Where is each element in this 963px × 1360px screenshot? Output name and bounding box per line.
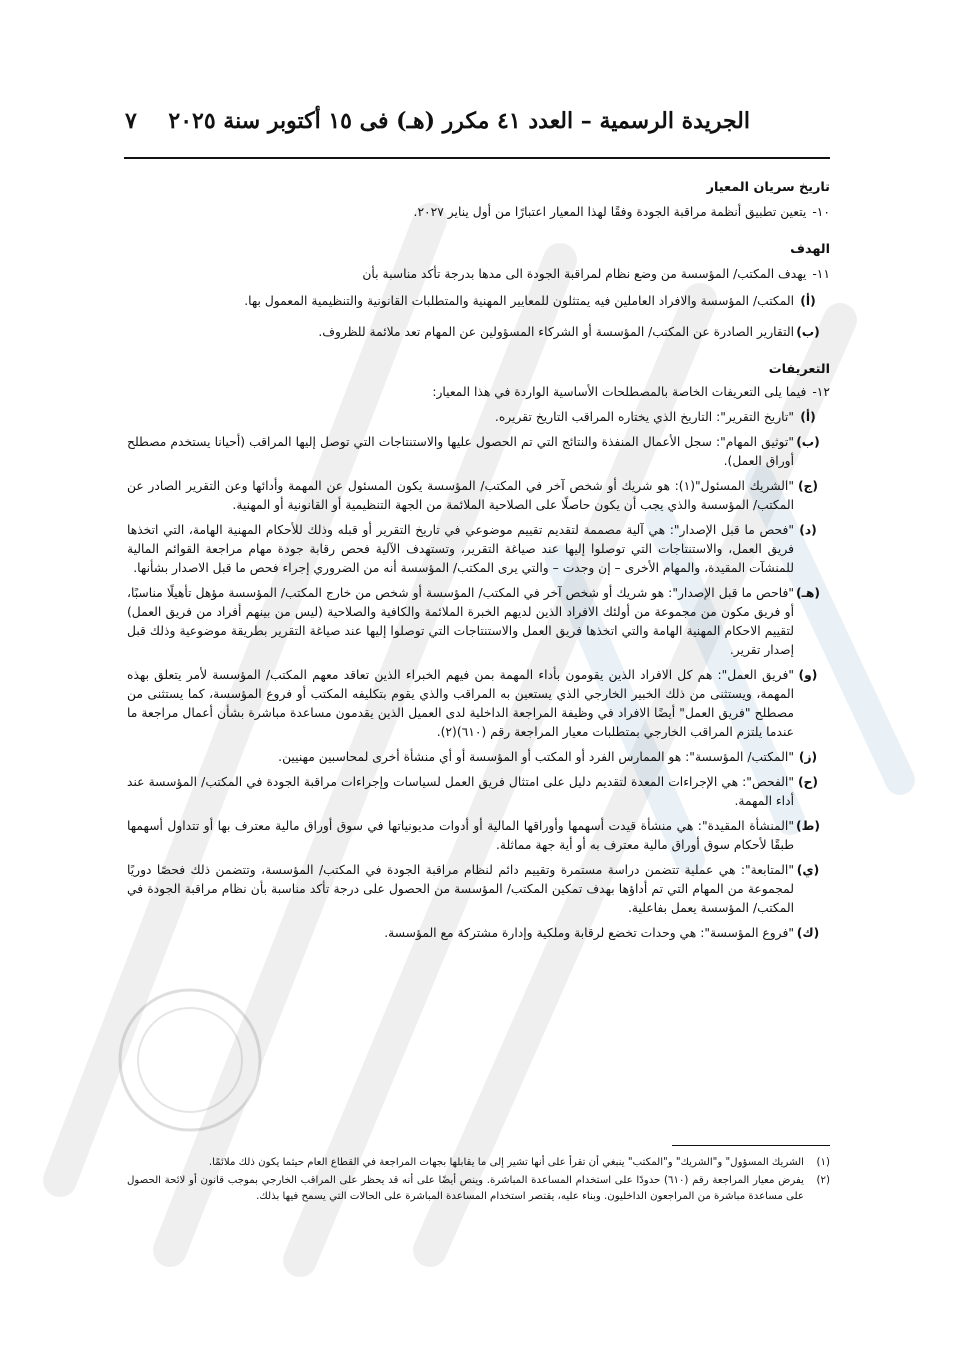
seal-watermark-icon [120,990,260,1130]
paragraph-number: ١٠- [812,205,830,219]
footnote-text: يفرض معيار المراجعة رقم (٦١٠) حدودًا على استخدام المساعدة المباشرة. وينص أيضًا على أنه قد يحظر على المراقب الخارجي بموجب قانون أو لائحة الحصول على مساعدة مباشرة من المراجعون الداخليون. وبناء عليه، يقتصر استخدام المساعدة المباشرة على الحالات التي يسمح فيها بذلك. [127,1175,805,1202]
definition-item [127,521,830,578]
document-body [127,178,830,943]
page-header [125,108,825,152]
item-label: (ح) [797,775,819,789]
footnote-text: الشريك المسؤول" و"الشريك" و"المكتب" ينبغي أن تقرأ على أنها تشير إلى ما يقابلها بجهات المراجعة في القطاع العام حيثما يكون ذلك ملائمًا. [208,1157,804,1168]
item-text: "فريق العمل": هم كل الافراد الذين يقومون بأداء المهمة بمن فيهم الخبراء الذين تعاقد معهم المكتب/ المؤسسة لأمر يتعلق بهذه المهمة، ويستثنى من ذلك الخبير الخارجي الذي يستعين به المراقب والذي يقوم بتكليفه المكتب أو فروع المؤسسة، كما يستثنى من مصطلح "فريق العمل" أيضًا الافراد في وظيفة المراجعة الداخلية لدى العميل الذين يقدمون مساعدة مباشرة بشأن أعمال مراجعة ما عندما يلتزم المراقب الخارجي بمتطلبات معيار المراجعة رقم (٦١٠)(٢). [127,668,794,739]
item-text: "المكتب/ المؤسسة": هو الممارس الفرد أو المكتب أو المؤسسة أو أي منشأة أخرى لمحاسبين مهنيين. [278,750,794,764]
item-label: (ك) [796,926,820,940]
item-label: (ي) [796,863,820,877]
definition-item [127,773,830,811]
objective-paragraph [127,265,830,284]
definition-item [127,477,830,515]
definitions-paragraph [127,383,830,402]
item-text: "المنشأة المقيدة": هي منشأة قيدت أسهمها وأوراقها المالية أو أدوات مديونياتها في سوق أوراق مالية معترف بها أو تتداول أسهمها طبقًا لأحكام سوق أوراق مالية معترف به أو أية جهة مماثلة. [127,819,794,852]
paragraph-number: ١١- [812,267,830,281]
item-text: "الفحص": هي الإجراءات المعدة لتقديم دليل على امتثال فريق العمل لسياسات وإجراءات مراقبة الجودة في المكتب/ المؤسسة عند أداء المهمة. [127,775,794,808]
item-label: (ب) [796,435,820,449]
footnote-label: (٢) [816,1175,830,1186]
item-text: التقارير الصادرة عن المكتب/ المؤسسة أو الشركاء المسؤولين عن المهام تعد ملائمة للظروف. [318,325,794,339]
item-label: (ز) [798,750,818,764]
paragraph-text: يهدف المكتب/ المؤسسة من وضع نظام لمراقبة الجودة الى مدها بدرجة تأكد مناسبة بأن [362,267,807,281]
item-label: (هـ) [796,586,820,600]
objective-heading: الهدف [790,242,830,257]
definition-item [127,861,830,918]
item-text: "فحص ما قبل الإصدار": هي آلية مصممة لتقديم تقييم موضوعي في تاريخ التقرير أو قبله وذلك للأحكام المهنية الهامة، التي اتخذها فريق العمل، والاستنتاجات التي توصلوا إليها عند صياغة التقرير، وتستهدف الآلية فحص رقابة جودة مهام مراجعة القوائم المالية للمنشآت المقيدة، والمهام الأخرى – إن وجدت – والتي يرى المكتب/ المؤسسة أنه من الضروري إجراء فحص ما قبل الاصدار بشأنها. [127,523,794,575]
footnote-divider [672,1145,830,1146]
objective-item [127,323,830,342]
paragraph-text: فيما يلى التعريفات الخاصة بالمصطلحات الأساسية الواردة في هذا المعيار: [432,385,807,399]
item-label: (أ) [800,294,816,308]
definition-item [127,924,830,943]
gazette-title: الجريدة الرسمية – العدد ٤١ مكرر (هـ) فى ١٥ أكتوبر سنة ٢٠٢٥ [168,108,750,134]
paragraph-number: ١٢- [812,385,830,399]
definition-item [127,433,830,471]
footnotes [127,1155,830,1207]
item-label: (ج) [797,479,819,493]
item-text: "الشريك المسئول"(١): هو شريك أو شخص آخر في المكتب/ المؤسسة يكون المسئول عن المهمة وأدائها وعن التقرير الصادر عن المكتب/ المؤسسة والذي يجب أن يكون حاصلًا على الصلاحية الملائمة من الجهة التنظيمية أو القانونية أو المهنية. [127,479,794,512]
item-text: "توثيق المهام": سجل الأعمال المنفذة والنتائج التي تم الحصول عليها والاستنتاجات التي توصل إليها المراقب (أحيانا يستخدم مصطلح أوراق العمل). [127,435,794,468]
definition-item [127,584,830,660]
item-text: "فروع المؤسسة": هي وحدات تخضع لرقابة وملكية وإدارة مشتركة مع المؤسسة. [384,926,794,940]
item-text: "المتابعة": هي عملية تتضمن دراسة مستمرة وتقييم دائم لنظام مراقبة الجودة في المكتب/ المؤسسة، وتتضمن ذلك فحصًا دوريًا لمجموعة من المهام التي تم أداؤها بهدف تمكين المكتب/ المؤسسة من الحصول على درجة تأكد مناسبة بأن نظام مراقبة الجودة في المكتب/ المؤسسة يعمل بفاعلية. [127,863,794,915]
item-label: (ط) [795,819,820,833]
item-text: "تاريخ التقرير": التاريخ الذي يختاره المراقب التاريخ تقريره. [494,410,794,424]
page-number: ٧ [125,108,137,134]
footnote [127,1173,830,1205]
header-divider [124,157,830,159]
definition-item [127,408,830,427]
footnote-label: (١) [816,1157,830,1168]
footnote [127,1155,830,1171]
item-text: المكتب/ المؤسسة والافراد العاملين فيه يمتثلون للمعايير المهنية والمتطلبات القانونية والتنظيمية المعمول بها. [244,294,794,308]
item-label: (ب) [796,325,820,339]
definition-item [127,666,830,742]
objective-item [127,292,830,311]
item-label: (أ) [800,410,816,424]
item-label: (و) [798,668,818,682]
effective-date-paragraph [127,203,830,222]
paragraph-text: يتعين تطبيق أنظمة مراقبة الجودة وفقًا لهذا المعيار اعتبارًا من أول يناير ٢٠٢٧. [413,205,807,219]
definition-item [127,748,830,767]
item-text: "فاحص ما قبل الإصدار": هو شريك أو شخص آخر في المكتب/ المؤسسة أو شخص من خارج المكتب/ المؤسسة مؤهل تأهيلًا مناسبًا، أو فريق مكون من مجموعة من أولئك الافراد الذين لديهم الخبرة الملائمة والكافية والصلاحية (ليس من بينهم أفراد من فريق العمل) لتقييم الاحكام المهنية الهامة والتي اتخذها فريق العمل والاستنتاجات التي توصلوا إليها عند صياغة التقرير بطريقة موضوعية وذلك قبل إصدار تقرير. [127,586,794,657]
definitions-heading: التعريفات [768,362,830,377]
item-label: (د) [799,523,817,537]
definition-item [127,817,830,855]
effective-date-heading: تاريخ سريان المعيار [706,180,830,195]
